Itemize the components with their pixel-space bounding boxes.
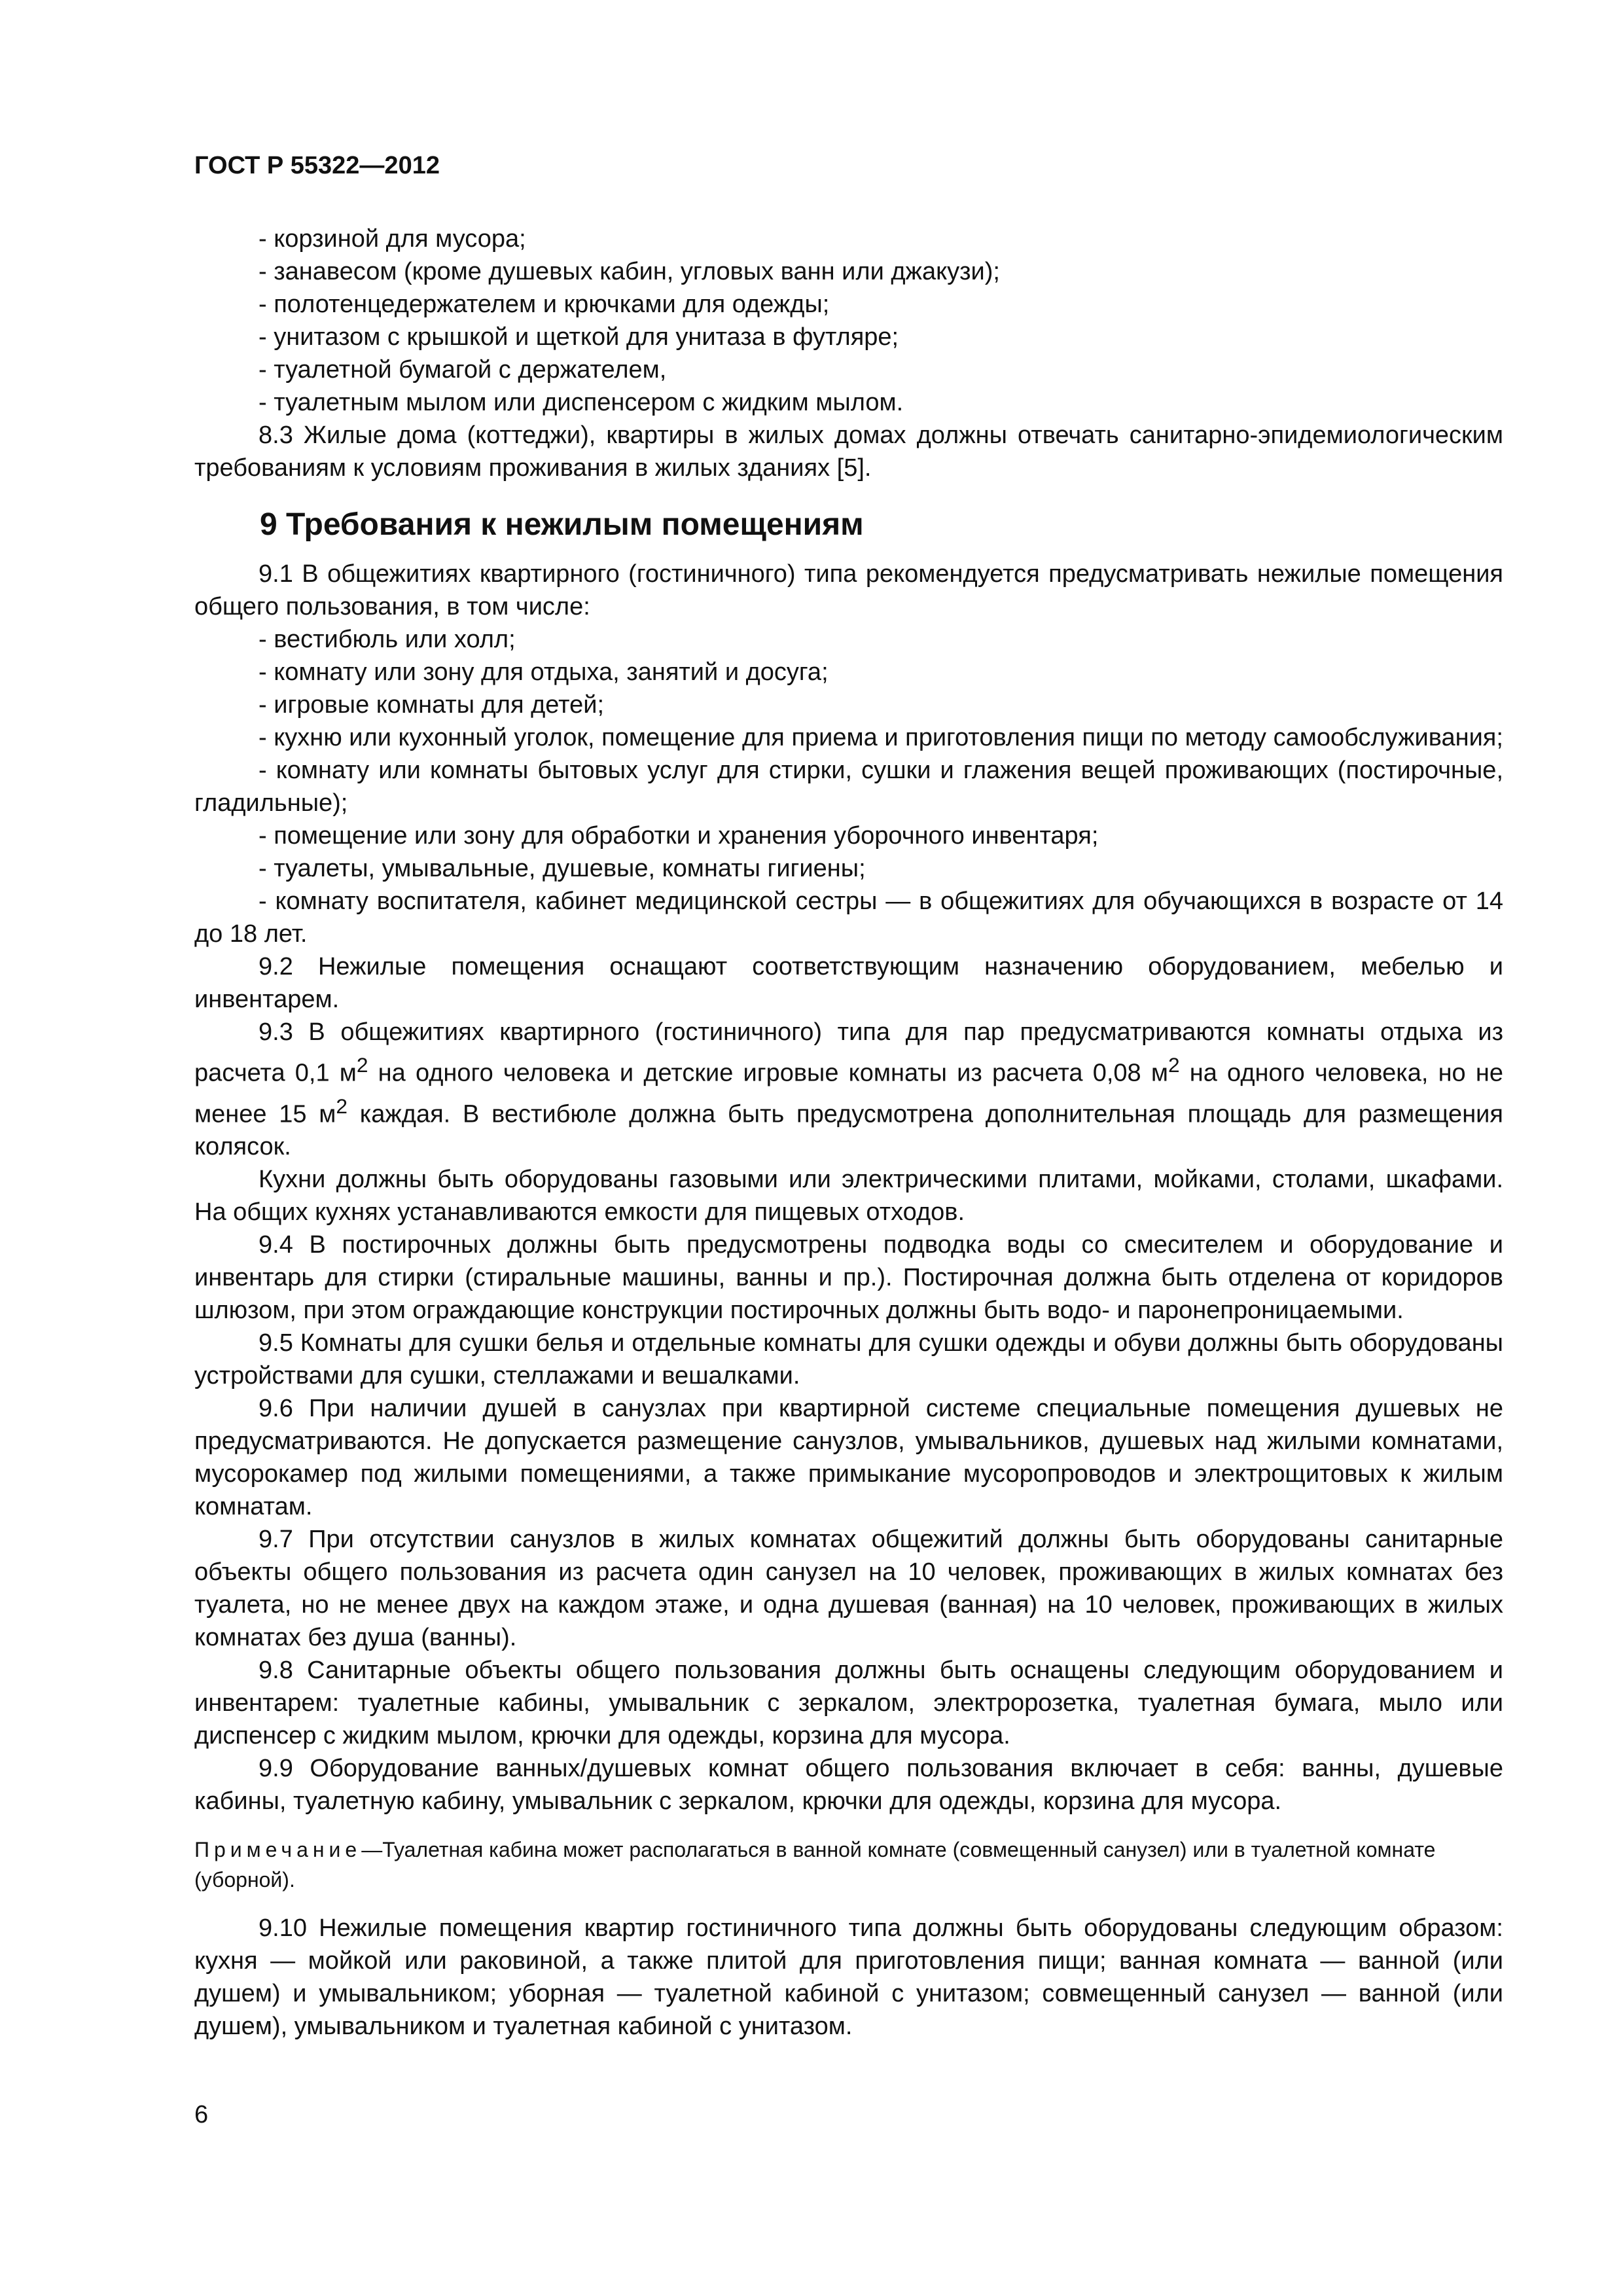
paragraph-8-3: 8.3 Жилые дома (коттеджи), квартиры в жилых домах должны отвечать санитарно-эпидемиологическим требованиям к условиям проживания в жилых зданиях [5]. (194, 422, 1503, 482)
list-item: - корзиной для мусора; (259, 225, 526, 253)
paragraph-9-7: 9.7 При отсутствии санузлов в жилых комнатах общежитий должны быть оборудованы санитарные объекты общего пользования из расчета один санузел на 10 человек, проживающих в жилых комнатах без туалета, но не менее двух на каждом этаже, и одна душевая (ванная) на 10 человек, проживающих в жилых комнатах без душа (ванны). (194, 1526, 1503, 1652)
paragraph-9-9: 9.9 Оборудование ванных/душевых комнат общего пользования включает в себя: ванны, душевые кабины, туалетную кабину, умывальник с зеркалом, крючки для одежды, корзина для мусора. (194, 1755, 1503, 1816)
paragraph-9-3-part: каждая. В вестибюле должна быть предусмотрена дополнительная площадь для размещения колясок. (194, 1100, 1503, 1161)
list-item: - игровые комнаты для детей; (259, 691, 605, 719)
paragraph-kitchens: Кухни должны быть оборудованы газовыми или электрическими плитами, мойками, столами, шкафами. На общих кухнях устанавливаются емкости для пищевых отходов. (194, 1166, 1503, 1227)
list-item: - вестибюль или холл; (259, 626, 516, 653)
list-item: - кухню или кухонный уголок, помещение для приема и приготовления пищи по методу самообслуживания; (259, 724, 1503, 751)
document-code-header: ГОСТ Р 55322—2012 (194, 152, 440, 179)
list-item: - помещение или зону для обработки и хранения уборочного инвентаря; (259, 822, 1099, 850)
list-item: - комнату или зону для отдыха, занятий и досуга; (259, 658, 829, 686)
paragraph-9-2: 9.2 Нежилые помещения оснащают соответствующим назначению оборудованием, мебелью и инвентарем. (194, 953, 1503, 1013)
list-item: - комнату или комнаты бытовых услуг для стирки, сушки и глажения вещей проживающих (постирочные, гладильные); (194, 757, 1503, 817)
list-item: - туалетным мылом или диспенсером с жидким мылом. (259, 389, 904, 416)
superscript: 2 (336, 1094, 348, 1118)
list-item: - туалеты, умывальные, душевые, комнаты гигиены; (259, 855, 866, 882)
note-label: Примечание (194, 1838, 362, 1862)
paragraph-9-10: 9.10 Нежилые помещения квартир гостиничного типа должны быть оборудованы следующим образом: кухня — мойкой или раковиной, а также плитой для приготовления пищи; ванная комната — ванной (или душем) и умывальником; уборная — туалетной кабиной с унитазом; совмещенный санузел — ванной (или душем), умывальником и туалетная кабиной с унитазом. (194, 1914, 1503, 2041)
paragraph-9-3-part: 9.3 В общежитиях квартирного (гостиничного) типа для пар предусматриваются комнаты отдыха из расчета 0,1 м (194, 1018, 1503, 1087)
paragraph-9-5: 9.5 Комнаты для сушки белья и отдельные комнаты для сушки одежды и обуви должны быть оборудованы устройствами для сушки, стеллажами и вешалками. (194, 1329, 1503, 1390)
paragraph-9-8: 9.8 Санитарные объекты общего пользования должны быть оснащены следующим оборудованием и инвентарем: туалетные кабины, умывальник с зеркалом, электророзетка, туалетная бумага, мыло или диспенсер с жидким мылом, крючки для одежды, корзина для мусора. (194, 1657, 1503, 1750)
note-text: —Туалетная кабина может располагаться в ванной комнате (совмещенный санузел) или в туалетной комнате (уборной). (194, 1838, 1436, 1892)
superscript: 2 (1168, 1053, 1180, 1077)
page-number: 6 (194, 2101, 209, 2128)
list-top (194, 223, 1503, 419)
paragraph-9-3-part: на одного человека и детские игровые комнаты из расчета 0,08 м (368, 1059, 1168, 1087)
paragraph-9-6: 9.6 При наличии душей в санузлах при квартирной системе специальные помещения душевых не предусматриваются. Не допускается размещение санузлов, умывальников, душевых над жилыми комнатами, мусорокамер под жилыми помещениями, а также примыкание мусоропроводов и электрощитовых к жилым комнатам. (194, 1395, 1503, 1521)
paragraph-9-3-part: на одного человека, но не менее 15 м (194, 1059, 1503, 1128)
list-item: - туалетной бумагой с держателем, (259, 356, 667, 384)
note (194, 1835, 1503, 1895)
list-item: - унитазом с крышкой и щеткой для унитаза в футляре; (259, 323, 899, 351)
document-page (194, 151, 1503, 2043)
list-item: - комнату воспитателя, кабинет медицинской сестры — в общежитиях для обучающихся в возрасте от 14 до 18 лет. (194, 888, 1503, 948)
section-9-heading: 9 Требования к нежилым помещениям (260, 507, 864, 542)
paragraph-9-1: 9.1 В общежитиях квартирного (гостиничного) типа рекомендуется предусматривать нежилые помещения общего пользования, в том числе: (194, 560, 1503, 620)
list-item: - занавесом (кроме душевых кабин, угловых ванн или джакузи); (259, 258, 1000, 285)
paragraph-9-4: 9.4 В постирочных должны быть предусмотрены подводка воды со смесителем и оборудование и инвентарь для стирки (стиральные машины, ванны и пр.). Постирочная должна быть отделена от коридоров шлюзом, при этом ограждающие конструкции постирочных должны быть водо- и паронепроницаемыми. (194, 1231, 1503, 1325)
superscript: 2 (356, 1053, 368, 1077)
paragraph-9-3 (194, 1016, 1503, 1163)
list-item: - полотенцедержателем и крючками для одежды; (259, 291, 830, 318)
list-9-1 (194, 623, 1503, 950)
